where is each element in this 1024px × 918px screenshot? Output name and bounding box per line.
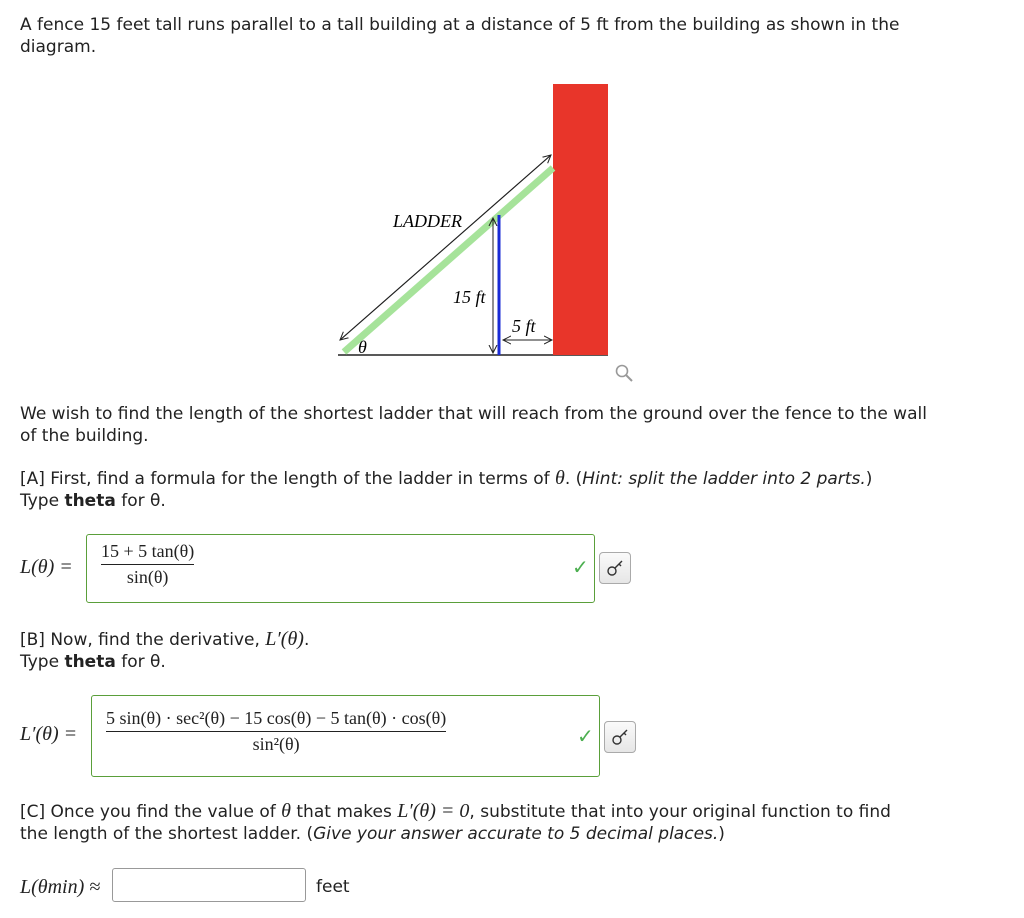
part-c-prompt: [C] Once you find the value of θ that makes L′(θ) = 0, substitute that into your original function to find the length of the shortest ladder. (Give your answer accurate to 5 decimal places.) bbox=[20, 800, 891, 844]
part-b-fraction bbox=[106, 708, 446, 755]
part-c-answer-input[interactable] bbox=[112, 868, 306, 902]
part-a-answer-field[interactable] bbox=[86, 534, 595, 603]
part-c-units: feet bbox=[316, 877, 350, 897]
problem-goal bbox=[20, 403, 1000, 447]
intro-line-2: diagram. bbox=[20, 37, 97, 57]
part-a-prompt: [A] First, find a formula for the length of the ladder in terms of θ. (Hint: split the ladder into 2 parts.) Type theta for θ. bbox=[20, 467, 873, 511]
part-b-numerator: 5 sin(θ) · sec²(θ) − 15 cos(θ) − 5 tan(θ) · cos(θ) bbox=[106, 708, 447, 728]
key-icon bbox=[606, 559, 624, 577]
distance-label: 5 ft bbox=[512, 316, 536, 336]
part-a-key-button[interactable] bbox=[599, 552, 631, 584]
part-a-numerator: 15 + 5 tan(θ) bbox=[101, 541, 195, 561]
zoom-icon[interactable] bbox=[614, 363, 636, 385]
part-a-hint: Hint: split the ladder into 2 parts. bbox=[582, 469, 866, 489]
part-a-fraction bbox=[101, 541, 194, 588]
goal-line-2: of the building. bbox=[20, 426, 149, 446]
building bbox=[553, 84, 608, 355]
intro-line-1: A fence 15 feet tall runs parallel to a tall building at a distance of 5 ft from the building as shown in the bbox=[20, 15, 900, 35]
part-b-denominator: sin²(θ) bbox=[252, 734, 300, 754]
part-a-lhs: L(θ) = bbox=[20, 556, 73, 578]
ladder-label: LADDER bbox=[393, 211, 462, 231]
key-icon bbox=[611, 728, 629, 746]
angle-label: θ bbox=[358, 337, 367, 357]
part-a-correct-check-icon: ✓ bbox=[572, 555, 589, 579]
part-b-key-button[interactable] bbox=[604, 721, 636, 753]
part-b-prompt: [B] Now, find the derivative, L′(θ). Type theta for θ. bbox=[20, 628, 310, 672]
ladder-diagram bbox=[0, 0, 1024, 400]
part-c-lhs: L(θmin) ≈ bbox=[20, 876, 101, 898]
fence-height-label: 15 ft bbox=[453, 287, 486, 307]
part-a-denominator: sin(θ) bbox=[126, 567, 169, 587]
part-b-answer-field[interactable] bbox=[91, 695, 600, 777]
part-b-lhs: L′(θ) = bbox=[20, 723, 78, 745]
part-c-hint: Give your answer accurate to 5 decimal places. bbox=[313, 824, 719, 844]
part-b-correct-check-icon: ✓ bbox=[577, 724, 594, 748]
goal-line-1: We wish to find the length of the shortest ladder that will reach from the ground over the fence to the wall bbox=[20, 404, 927, 424]
